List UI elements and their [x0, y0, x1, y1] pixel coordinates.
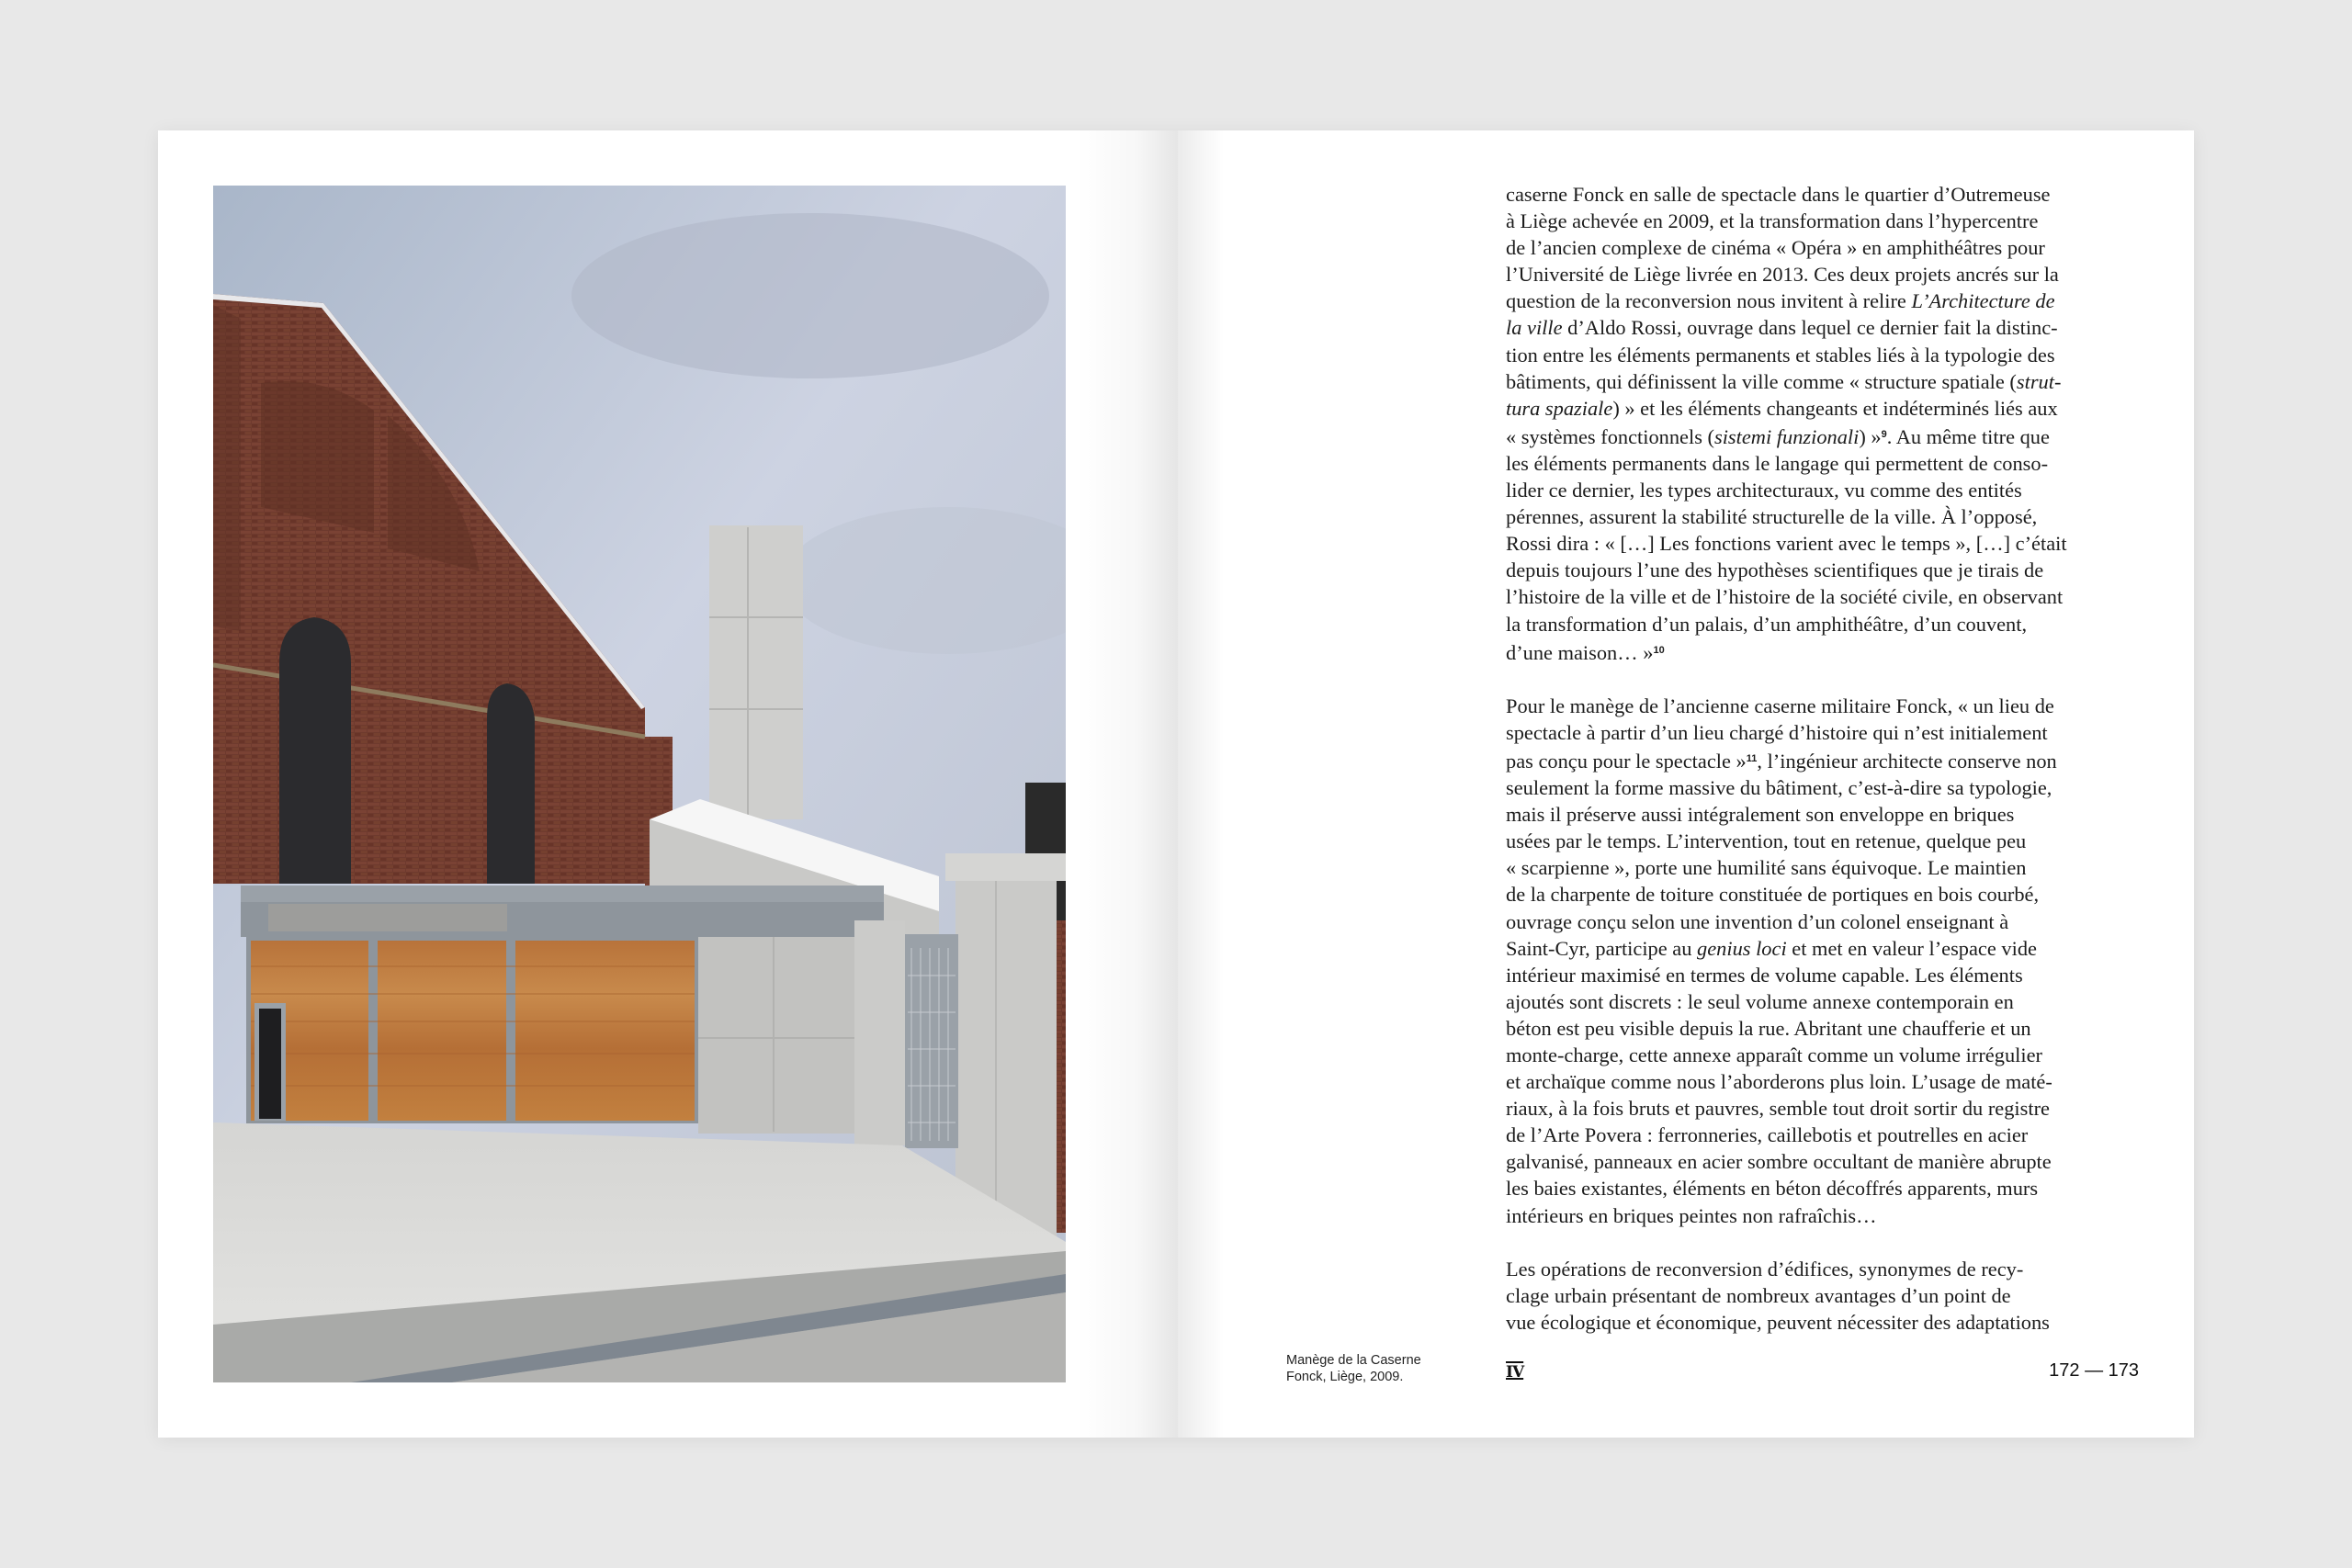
right-page	[1178, 130, 2194, 1438]
footnote-ref[interactable]: 11	[1746, 752, 1758, 764]
paragraph-3: Les opérations de reconversion d’édifices, synonymes de recy- clage urbain présentant de nombreux avantages d’un point de vue écologique et économique, peuvent nécessiter des adaptations	[1506, 1257, 2050, 1334]
section-number: IV	[1506, 1363, 1524, 1382]
photo-caption: Manège de la Caserne Fonck, Liège, 2009.	[1286, 1353, 1421, 1384]
paragraph-2: Pour le manège de l’ancienne caserne militaire Fonck, « un lieu de spectacle à partir d’un lieu chargé d’histoire qui n’est initialement pas conçu pour le spectacle »$^{11}$, l’ingénieur architecte conserve non seulement la forme massive du bâtiment, c’est-à-dire sa typologie, mais il préserve aussi intégralement son enveloppe en briques usées par le temps. L’intervention, tout en retenue, quelque peu « scarpienne », porte une humilité sans équivoque. Le maintien de la charpente de toiture constituée de portiques en bois courbé, ouvrage conçu selon une invention d’un colonel enseignant à Saint-Cyr, participe au genius loci et met en valeur l’espace vide intérieur maximisé en termes de volume capable. Les éléments ajoutés sont discrets : le seul volume annexe contemporain en béton est peu visible depuis la rue. Abritant une chaufferie et un monte-charge, cette annexe apparaît comme un volume irrégulier et archaïque comme nous l’aborderons plus loin. L’usage de maté- riaux, à la fois bruts et pauvres, semble tout droit sortir du registre de l’Arte Povera : ferronneries, caillebotis et poutrelles en acier galvanisé, panneaux en acier sombre occultant de manière abrupte les baies existantes, éléments en béton décoffrés apparents, murs intérieurs en briques peintes non rafraîchis…	[1506, 694, 2057, 1227]
wooden-doors	[246, 937, 698, 1123]
gutter-shadow-left	[1077, 130, 1178, 1438]
book-spread	[158, 130, 2194, 1438]
building-photo	[213, 186, 1066, 1382]
concrete-tower	[709, 525, 803, 819]
page-numbers: 172 — 173	[2049, 1360, 2139, 1381]
paragraph-1: caserne Fonck en salle de spectacle dans le quartier d’Outremeuse à Liège achevée en 2009, et la transformation dans l’hypercentre de l’ancien complexe de cinéma « Opéra » en amphithéâtres pour l’Université de Liège livrée en 2013. Ces deux projets ancrés sur la question de la reconversion nous invitent à relire L’Architecture de la ville d’Aldo Rossi, ouvrage dans lequel ce dernier fait la distinc- tion entre les éléments permanents et stables liés à la typologie des bâtiments, qui définissent la ville comme « structure spatiale (strut- tura spaziale) » et les éléments changeants et indéterminés liés aux « systèmes fonctionnels (sistemi funzionali) »$^9$. Au même titre que les éléments permanents dans le langage qui permettent de conso- lider ce dernier, les types architecturaux, vu comme des entités pérennes, assurent la stabilité structurelle de la ville. À l’opposé, Rossi dira : « […] Les fonctions varient avec le temps », […] c’était depuis toujours l’une des hypothèses scientifiques que je tirais de l’histoire de la ville et de l’histoire de la société civile, en observant la transformation d’un palais, d’un amphithéâtre, d’un couvent, d’une maison… »$^{10}$	[1506, 183, 2067, 664]
footnote-ref[interactable]: 9	[1881, 428, 1887, 440]
body-text	[1506, 181, 2140, 1362]
footnote-ref[interactable]: 10	[1653, 644, 1665, 656]
left-page	[158, 130, 1178, 1438]
